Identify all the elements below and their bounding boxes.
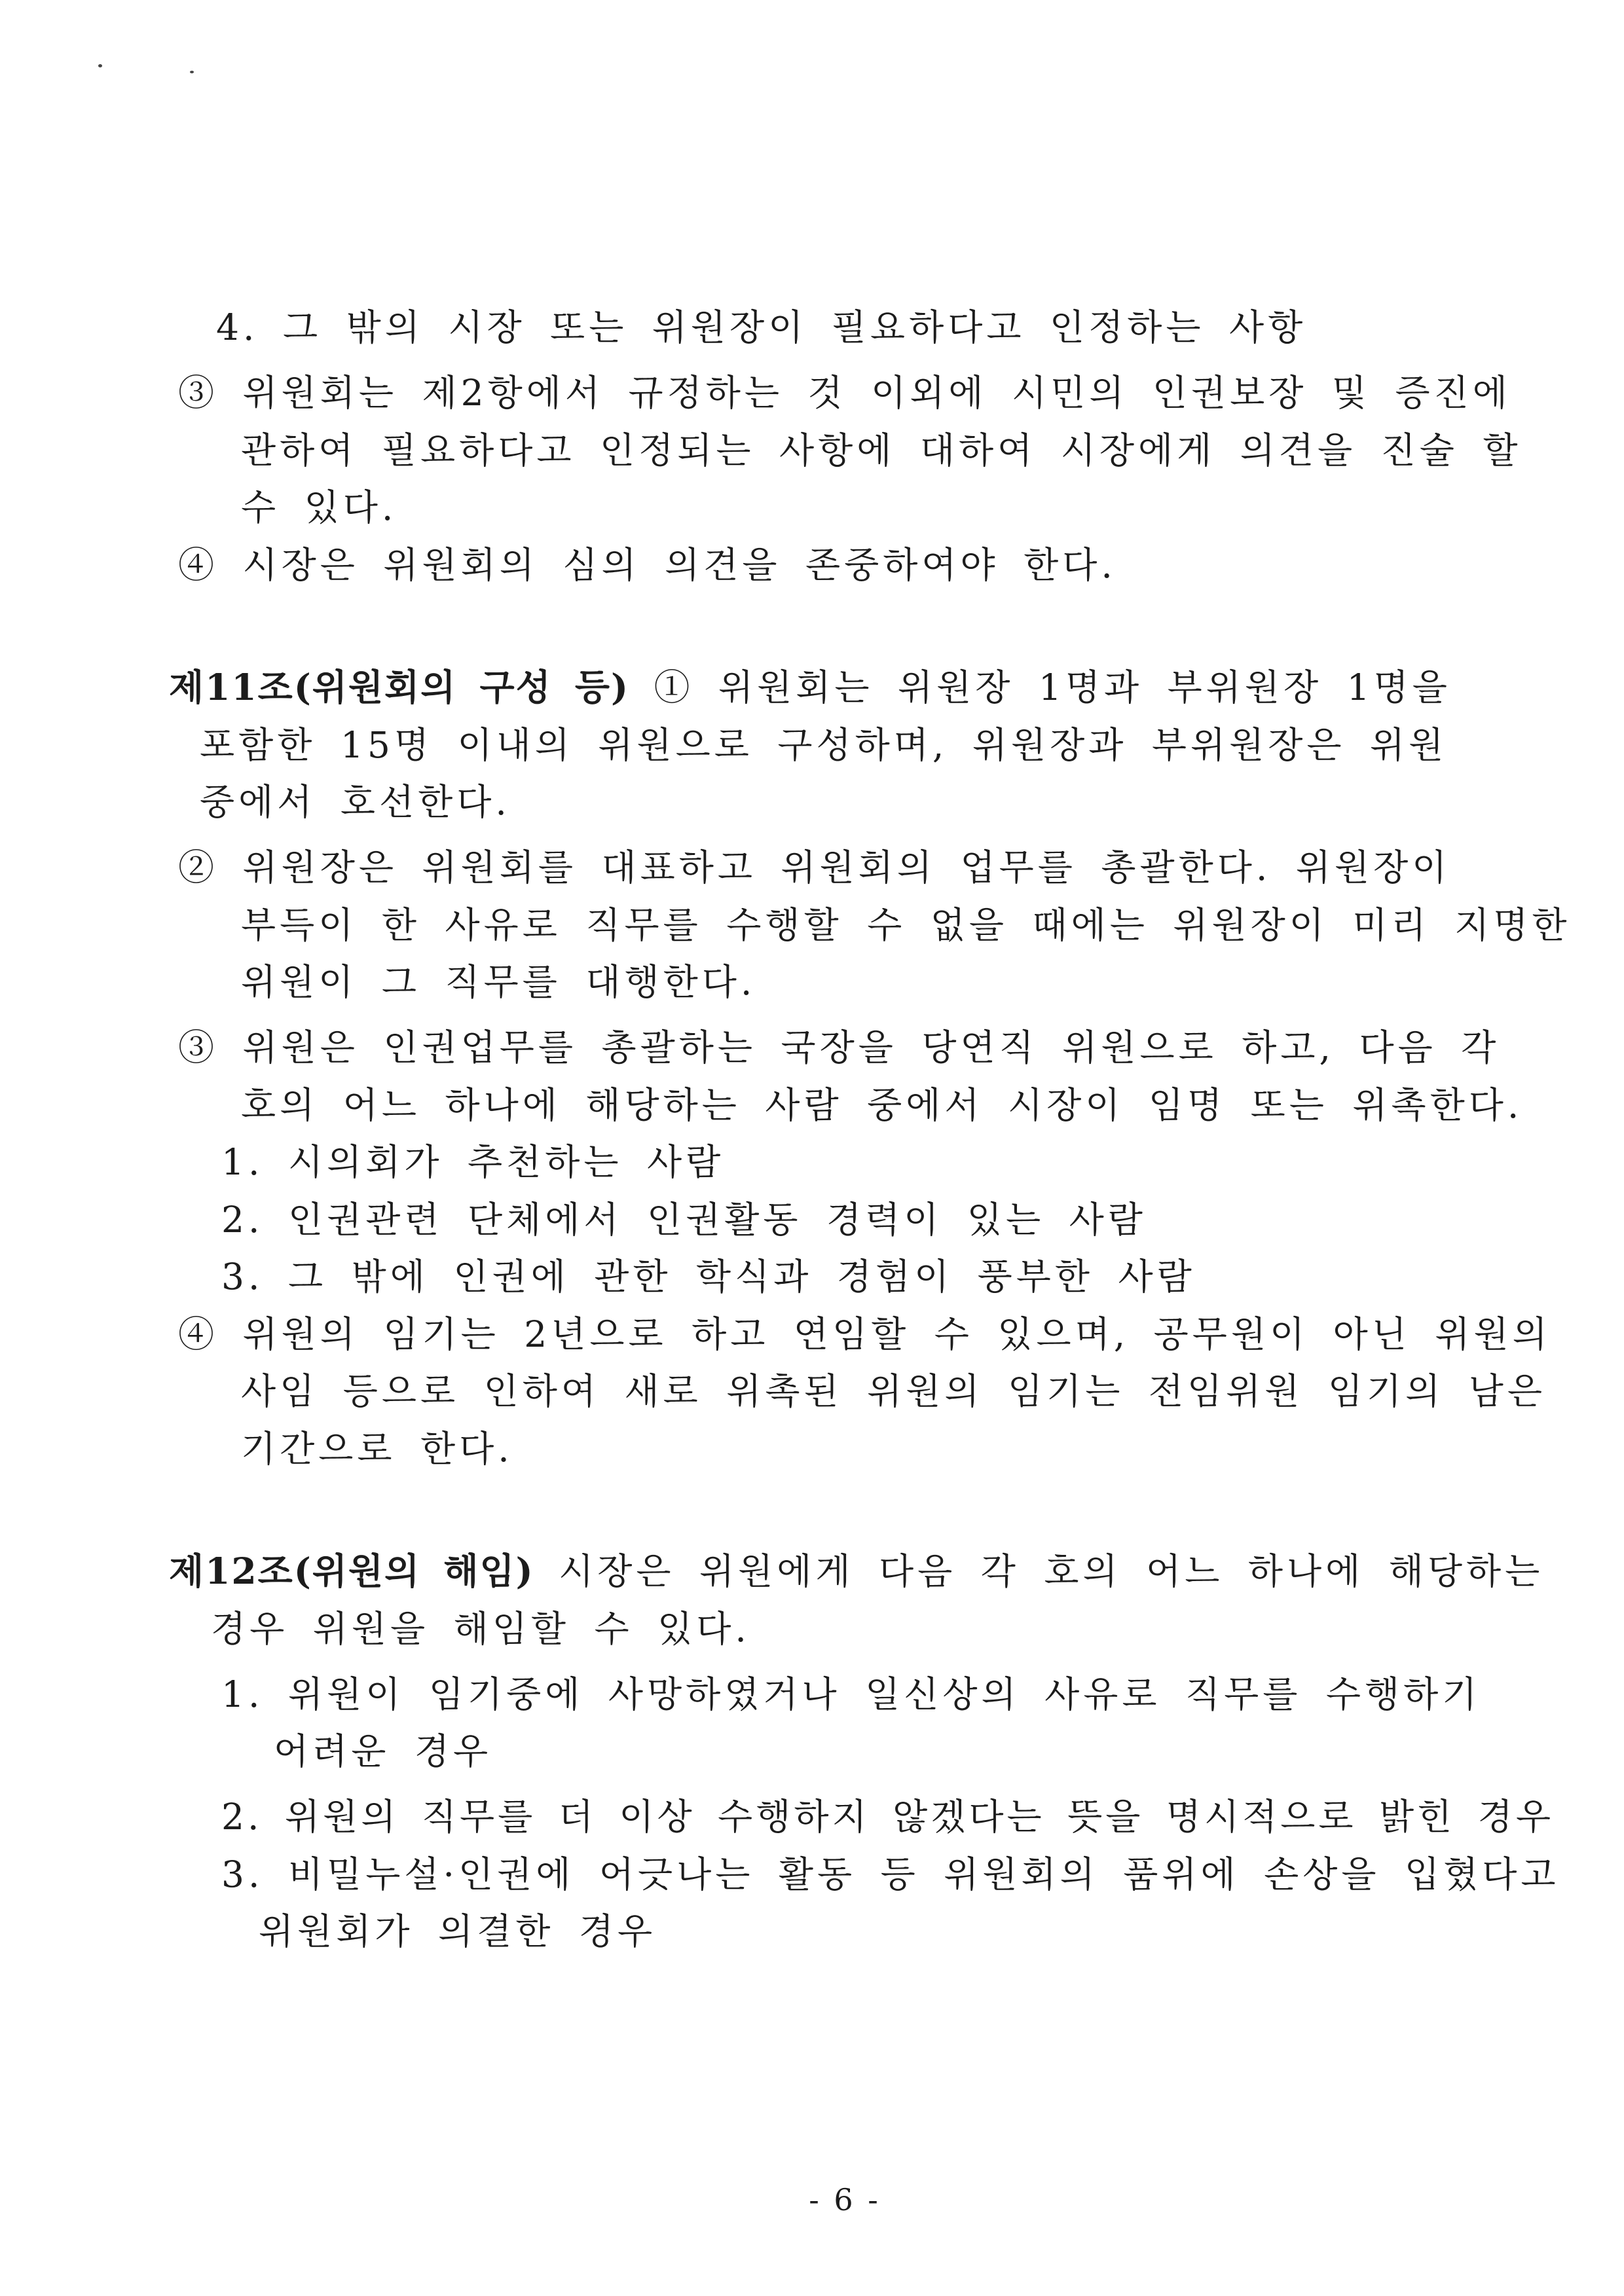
scan-speck xyxy=(190,71,194,73)
art12-item3-line1: 3. 비밀누설·인권에 어긋나는 활동 등 위원회의 품위에 손상을 입혔다고 xyxy=(221,1853,1560,1895)
art11-para2-line1: ② 위원장은 위원회를 대표하고 위원회의 업무를 총괄한다. 위원장이 xyxy=(178,847,1451,888)
art11-item2: 2. 인권관련 단체에서 인권활동 경력이 있는 사람 xyxy=(221,1199,1147,1241)
art11-para4-line3: 기간으로 한다. xyxy=(241,1428,513,1470)
art10-item4: 4. 그 밖의 시장 또는 위원장이 필요하다고 인정하는 사항 xyxy=(216,306,1307,348)
art12-heading: 제12조(위원의 해임) xyxy=(169,1550,534,1592)
art11-para2-line2: 부득이 한 사유로 직무를 수행할 수 없을 때에는 위원장이 미리 지명한 xyxy=(241,904,1571,946)
art12-intro-line2: 경우 위원을 해임할 수 있다. xyxy=(211,1608,750,1650)
art11-item1: 1. 시의회가 추천하는 사람 xyxy=(221,1141,725,1183)
art10-para4: ④ 시장은 위원회의 심의 의견을 존중하여야 한다. xyxy=(178,544,1116,586)
art11-para3-line1: ③ 위원은 인권업무를 총괄하는 국장을 당연직 위원으로 하고, 다음 각 xyxy=(178,1027,1500,1068)
art12-item1-line1: 1. 위원이 임기중에 사망하였거나 일신상의 사유로 직무를 수행하기 xyxy=(221,1673,1481,1715)
art11-para3-line2: 호의 어느 하나에 해당하는 사람 중에서 시장이 임명 또는 위촉한다. xyxy=(241,1084,1523,1126)
art11-first-line xyxy=(169,665,1451,710)
art11-para4-line1: ④ 위원의 임기는 2년으로 하고 연임할 수 있으며, 공무원이 아닌 위원의 xyxy=(178,1313,1551,1355)
art11-para4-line2: 사임 등으로 인하여 새로 위촉된 위원의 임기는 전임위원 임기의 남은 xyxy=(241,1370,1546,1412)
art10-para3-line1: ③ 위원회는 제2항에서 규정하는 것 이외에 시민의 인권보장 및 증진에 xyxy=(178,372,1511,414)
art11-item3: 3. 그 밖에 인권에 관한 학식과 경험이 풍부한 사람 xyxy=(221,1256,1196,1298)
art11-para1-line1: ① 위원회는 위원장 1명과 부위원장 1명을 xyxy=(654,666,1451,708)
art12-item1-line2: 어려운 경우 xyxy=(274,1730,492,1772)
art11-para2-line3: 위원이 그 직무를 대행한다. xyxy=(241,961,756,1003)
art12-item2: 2. 위원의 직무를 더 이상 수행하지 않겠다는 뜻을 명시적으로 밝힌 경우 xyxy=(221,1796,1554,1838)
art11-para1-line3: 중에서 호선한다. xyxy=(200,781,511,823)
page-number: - 6 - xyxy=(809,2182,881,2217)
art12-item3-line2: 위원회가 의결한 경우 xyxy=(259,1910,657,1952)
art10-para3-line3: 수 있다. xyxy=(241,486,397,528)
art11-heading: 제11조(위원회의 구성 등) xyxy=(169,666,630,708)
scan-speck xyxy=(98,64,102,67)
art12-intro-line1: 시장은 위원에게 다음 각 호의 어느 하나에 해당하는 xyxy=(559,1550,1544,1592)
art10-para3-line2: 관하여 필요하다고 인정되는 사항에 대하여 시장에게 의견을 진술 할 xyxy=(241,429,1522,471)
art11-para1-line2: 포함한 15명 이내의 위원으로 구성하며, 위원장과 부위원장은 위원 xyxy=(200,724,1448,766)
art12-first-line xyxy=(169,1548,1543,1594)
